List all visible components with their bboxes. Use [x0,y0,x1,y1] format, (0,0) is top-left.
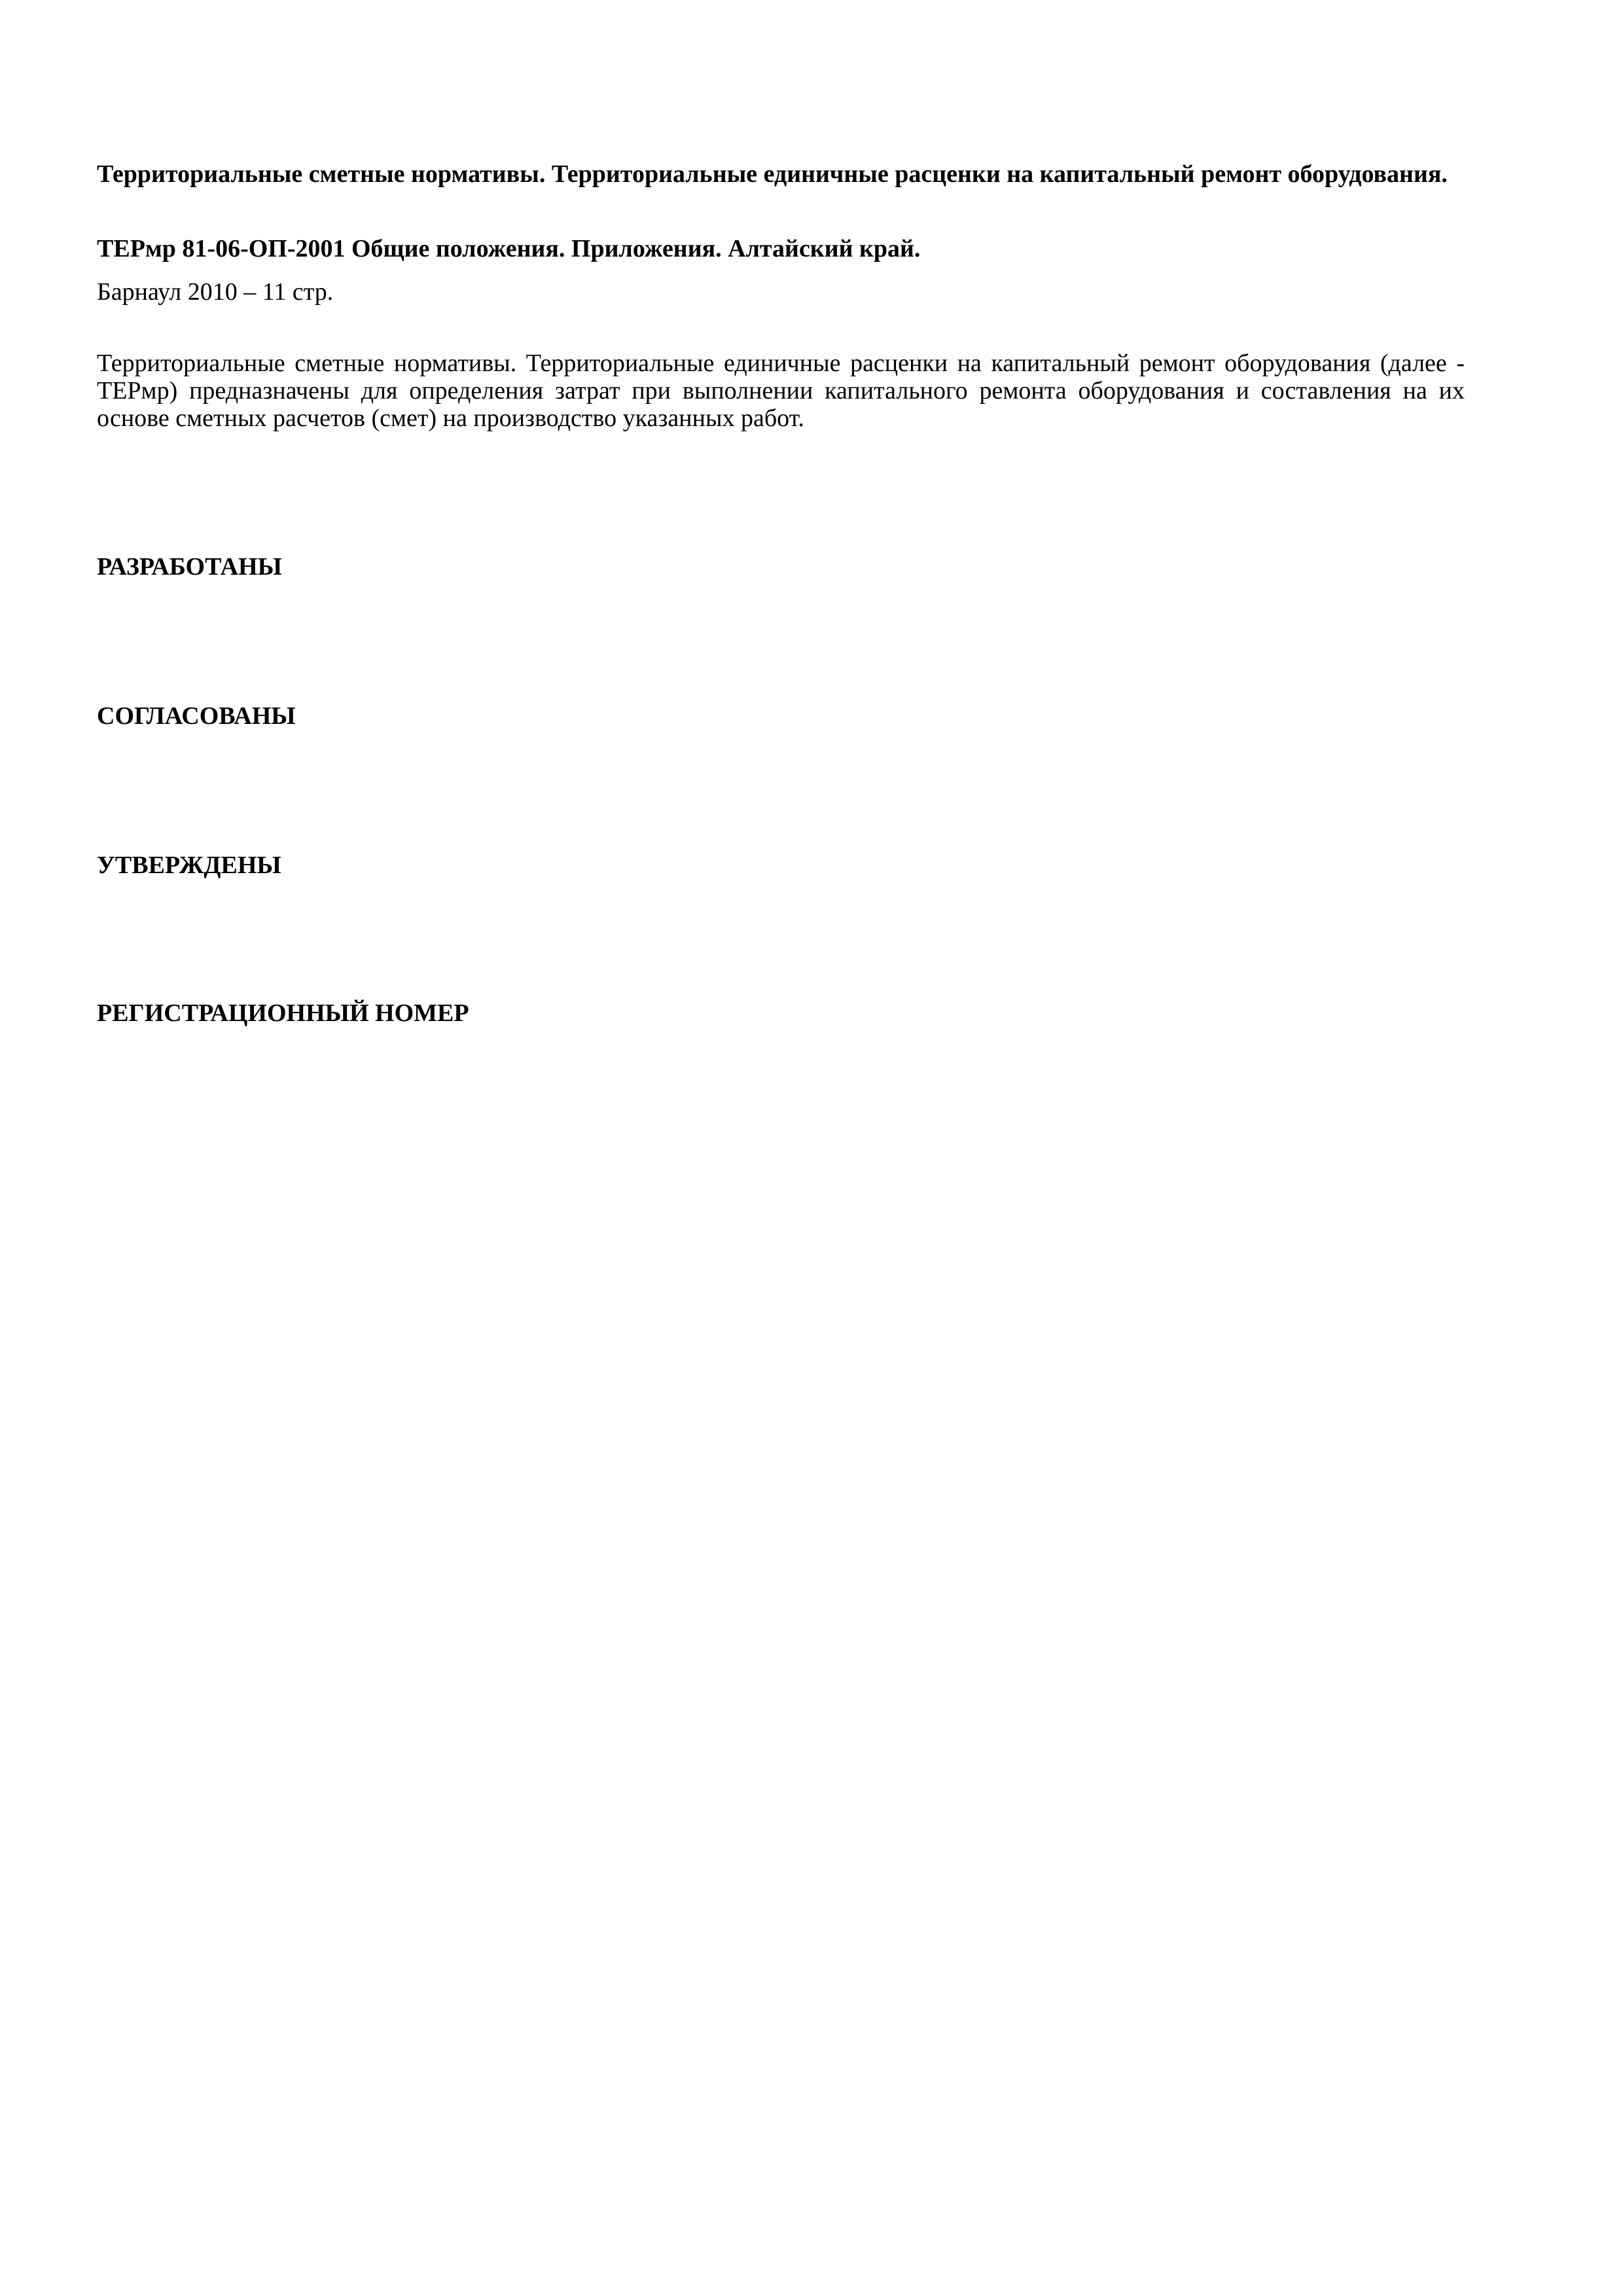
document-imprint: Барнаул 2010 – 11 стр. [97,278,334,306]
document-abstract: Территориальные сметные нормативы. Территориальные единичные расценки на капитальный ремонт оборудования (далее - ТЕРмр) предназначены для определения затрат при выполнении капитального ремонта оборудования и составления на их основе сметных расчетов (смет) на производство указанных работ. [97,350,1465,432]
section-approved-heading: УТВЕРЖДЕНЫ [97,852,281,879]
document-subtitle: ТЕРмр 81-06-ОП-2001 Общие положения. Приложения. Алтайский край. [97,235,921,262]
section-registration-number-heading: РЕГИСТРАЦИОННЫЙ НОМЕР [97,999,469,1027]
section-developed-heading: РАЗРАБОТАНЫ [97,553,282,581]
section-agreed-heading: СОГЛАСОВАНЫ [97,702,296,730]
document-title: Территориальные сметные нормативы. Территориальные единичные расценки на капитальный ремонт оборудования. [97,160,1448,188]
